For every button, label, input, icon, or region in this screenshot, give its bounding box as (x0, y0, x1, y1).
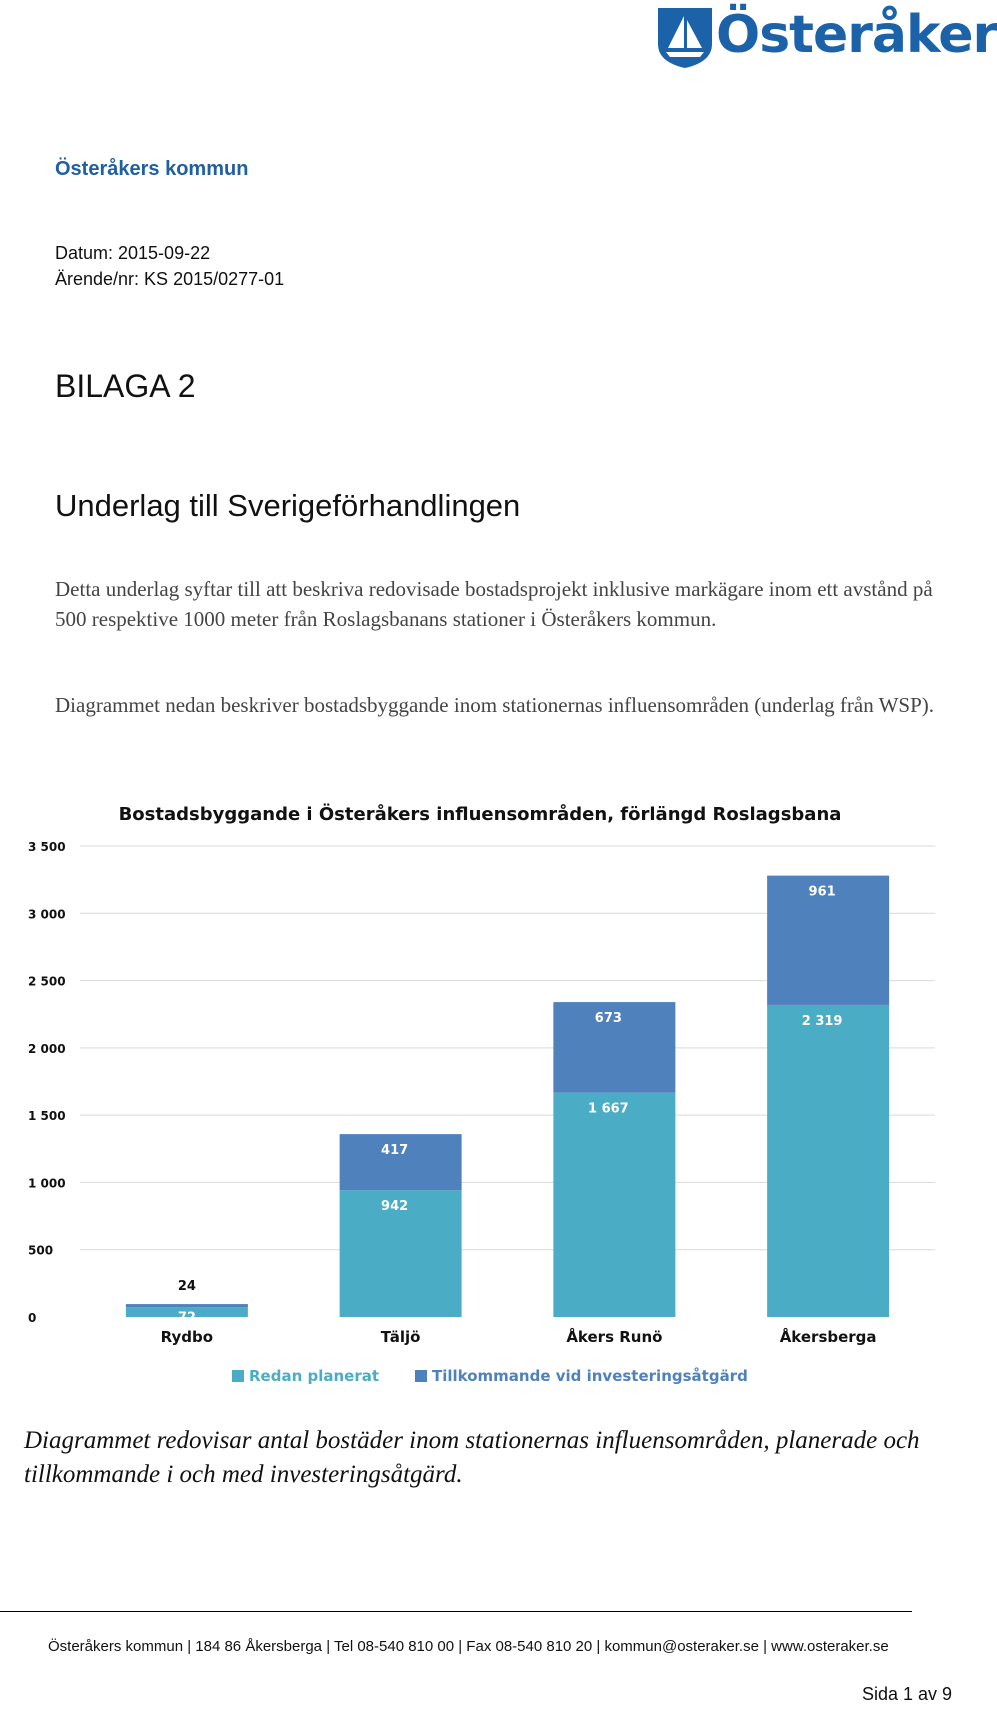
legend-label: Redan planerat (249, 1367, 380, 1385)
y-tick-label: 0 (28, 1311, 37, 1325)
y-tick-label: 500 (28, 1243, 54, 1258)
case-line: Ärende/nr: KS 2015/0277-01 (55, 269, 285, 289)
footer-contact: Österåkers kommun | 184 86 Åkersberga | Tel 08-540 810 00 | Fax 08-540 810 20 | kommun@osteraker.se | www.osteraker.se (48, 1638, 889, 1655)
x-category-label: Täljö (380, 1328, 421, 1346)
data-label: 961 (808, 884, 836, 900)
diagram-paragraph: Diagrammet nedan beskriver bostadsbyggande inom stationernas influensområden (underlag från WSP). (55, 693, 935, 717)
legend-label: Tillkommande vid investeringsåtgärd (432, 1367, 748, 1385)
legend-swatch (415, 1370, 427, 1382)
organization-title: Österåkers kommun (55, 158, 249, 180)
legend-swatch (232, 1370, 244, 1382)
y-tick-label: 2 500 (28, 974, 66, 989)
data-label: 72 (177, 1310, 196, 1326)
data-label: 24 (177, 1279, 196, 1295)
date-line: Datum: 2015-09-22 (55, 243, 211, 263)
logo-text: Österåker (716, 5, 997, 65)
chart-title: Bostadsbyggande i Österåkers influensområden, förlängd Roslagsbana (118, 804, 842, 825)
data-label: 417 (381, 1143, 409, 1159)
y-tick-label: 3 000 (28, 907, 66, 922)
data-label: 673 (594, 1011, 622, 1027)
data-label: 1 667 (588, 1101, 629, 1117)
intro-paragraph: Detta underlag syftar till att beskriva redovisade bostadsprojekt inklusive markägare inom ett avstånd på 500 respektive 1000 meter från Roslagsbanans stationer i Österåkers kommun. (55, 577, 933, 631)
x-category-label: Åkersberga (779, 1328, 877, 1346)
page-number: Sida 1 av 9 (861, 1684, 952, 1704)
document-meta (55, 240, 284, 292)
bar-segment (126, 1304, 248, 1307)
x-category-label: Rydbo (160, 1328, 214, 1346)
section-heading: Underlag till Sverigeförhandlingen (55, 488, 521, 523)
y-tick-label: 1 000 (28, 1176, 66, 1191)
bar-segment (553, 1093, 675, 1317)
y-tick-label: 2 000 (28, 1041, 66, 1056)
footer-rule (0, 1611, 912, 1612)
document-title: BILAGA 2 (55, 368, 196, 404)
data-label: 942 (381, 1199, 409, 1215)
bar-segment (767, 1005, 889, 1317)
data-label: 2 319 (801, 1013, 843, 1029)
chart-caption: Diagrammet redovisar antal bostäder inom stationernas influensområden, planerade och tillkommande i och med investeringsåtgärd. (24, 1427, 920, 1488)
y-tick-label: 1 500 (28, 1109, 66, 1124)
x-category-label: Åkers Runö (566, 1328, 663, 1346)
y-tick-label: 3 500 (28, 840, 66, 854)
stacked-bar-chart (0, 790, 960, 1390)
